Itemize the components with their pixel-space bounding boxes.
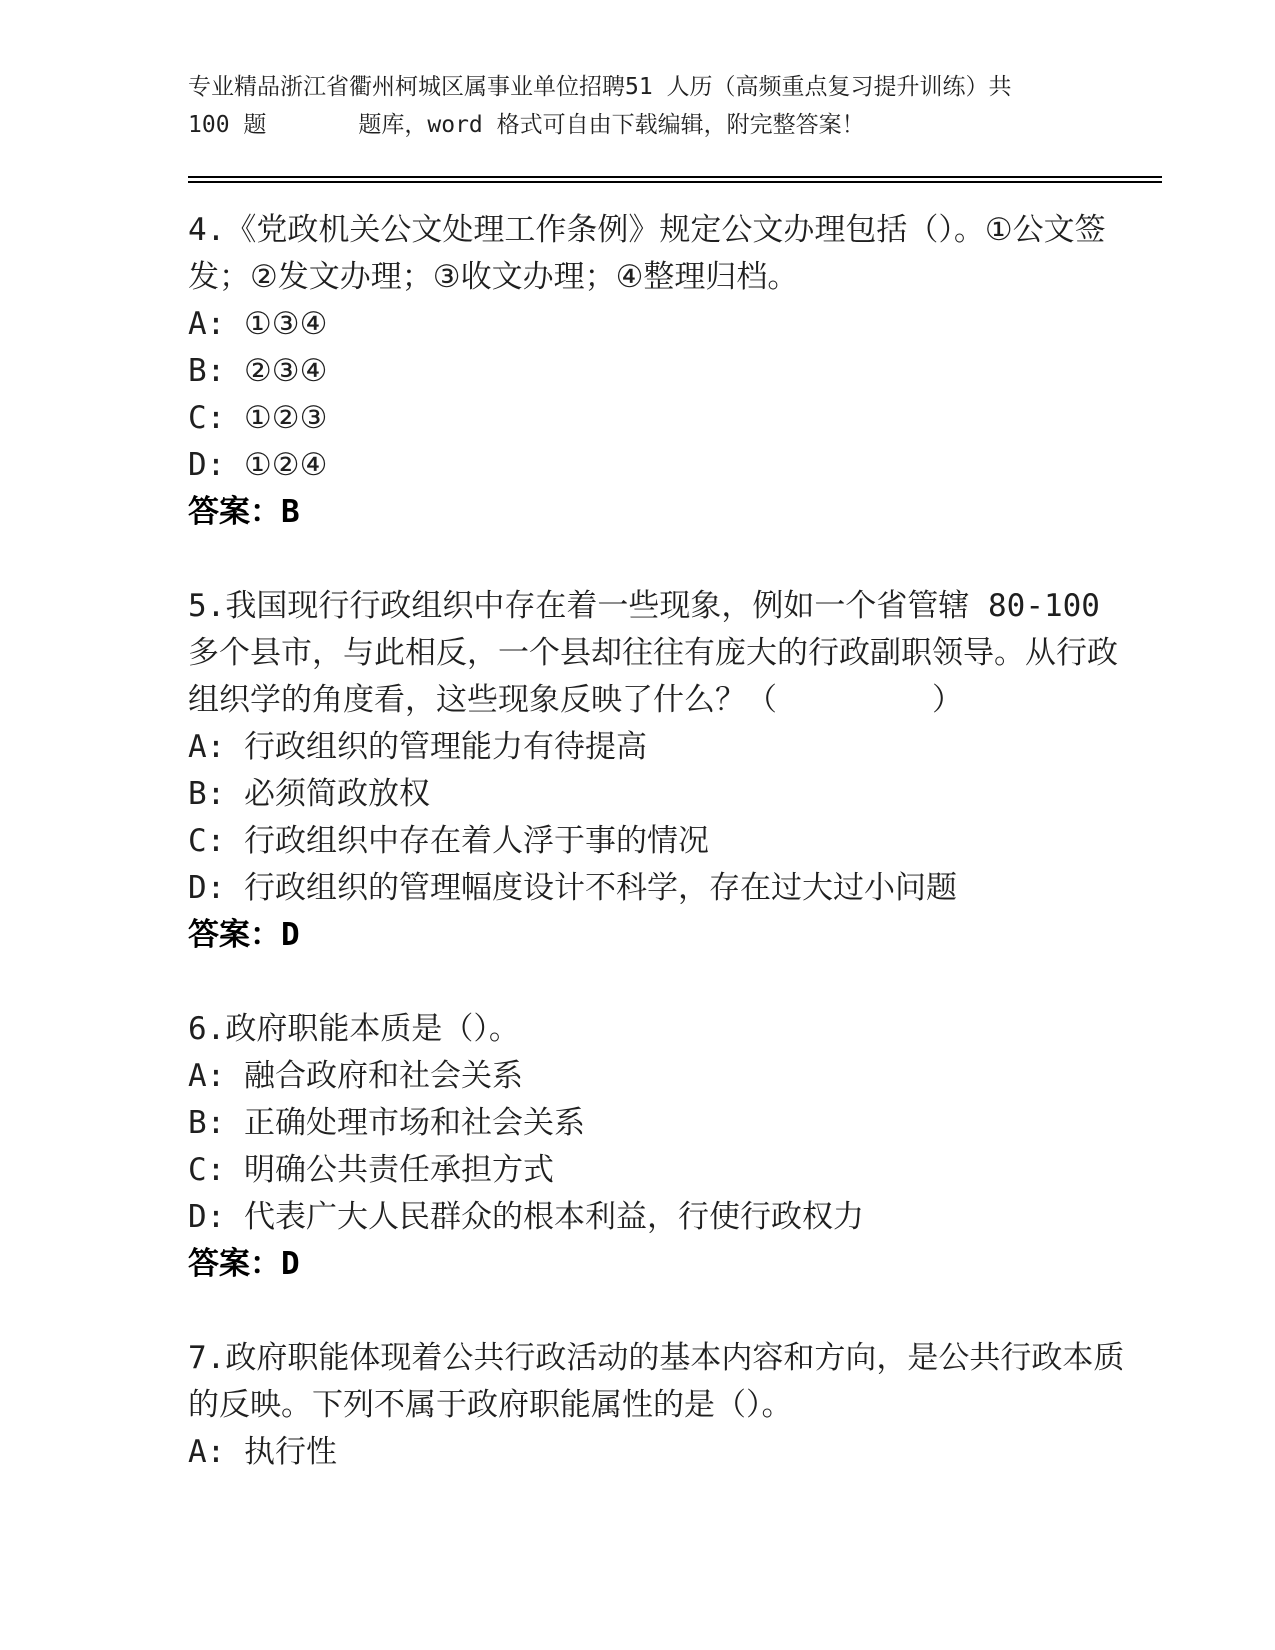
option-d: D: ①②④ (188, 447, 328, 483)
document-header (188, 68, 1162, 144)
option-d: D: 代表广大人民群众的根本利益，行使行政权力 (188, 1199, 864, 1235)
answer-value: D (281, 1246, 300, 1282)
header-title-line-1: 专业精品浙江省衢州柯城区属事业单位招聘51 人历（高频重点复习提升训练）共 (188, 74, 1012, 100)
answer-value: D (281, 917, 300, 953)
question-text: 7.政府职能体现着公共行政活动的基本内容和方向，是公共行政本质的反映。下列不属于政府职能属性的是（）。 (188, 1340, 1125, 1423)
answer-line (188, 1241, 1138, 1288)
question-text: 5.我国现行行政组织中存在着一些现象，例如一个省管辖 80-100 多个县市，与此相反，一个县却往往有庞大的行政副职领导。从行政组织学的角度看，这些现象反映了什么？（ ） (188, 588, 1118, 718)
question-block-5 (188, 583, 1138, 959)
answer-label: 答案： (188, 1246, 281, 1282)
option-b: B: ②③④ (188, 353, 328, 389)
option-c: C: ①②③ (188, 400, 328, 436)
answer-value: B (281, 494, 300, 530)
answer-line (188, 489, 1138, 536)
question-text: 4.《党政机关公文处理工作条例》规定公文办理包括（）。①公文签发；②发文办理；③收文办理；④整理归档。 (188, 212, 1106, 295)
question-block-4 (188, 207, 1138, 536)
option-a: A: ①③④ (188, 306, 328, 342)
option-a: A: 执行性 (188, 1434, 337, 1470)
answer-line (188, 912, 1138, 959)
header-rule (188, 176, 1162, 183)
option-c: C: 行政组织中存在着人浮于事的情况 (188, 823, 709, 859)
answer-label: 答案： (188, 494, 281, 530)
document-body (188, 207, 1138, 1476)
question-block-7 (188, 1335, 1138, 1476)
option-a: A: 融合政府和社会关系 (188, 1058, 523, 1094)
option-a: A: 行政组织的管理能力有待提高 (188, 729, 647, 765)
answer-label: 答案： (188, 917, 281, 953)
option-b: B: 必须简政放权 (188, 776, 430, 812)
question-block-6 (188, 1006, 1138, 1288)
question-text: 6.政府职能本质是（）。 (188, 1011, 520, 1047)
option-c: C: 明确公共责任承担方式 (188, 1152, 554, 1188)
option-d: D: 行政组织的管理幅度设计不科学，存在过大过小问题 (188, 870, 957, 906)
header-title-line-2: 100 题 题库，word 格式可自由下载编辑，附完整答案！ (188, 112, 865, 138)
option-b: B: 正确处理市场和社会关系 (188, 1105, 585, 1141)
